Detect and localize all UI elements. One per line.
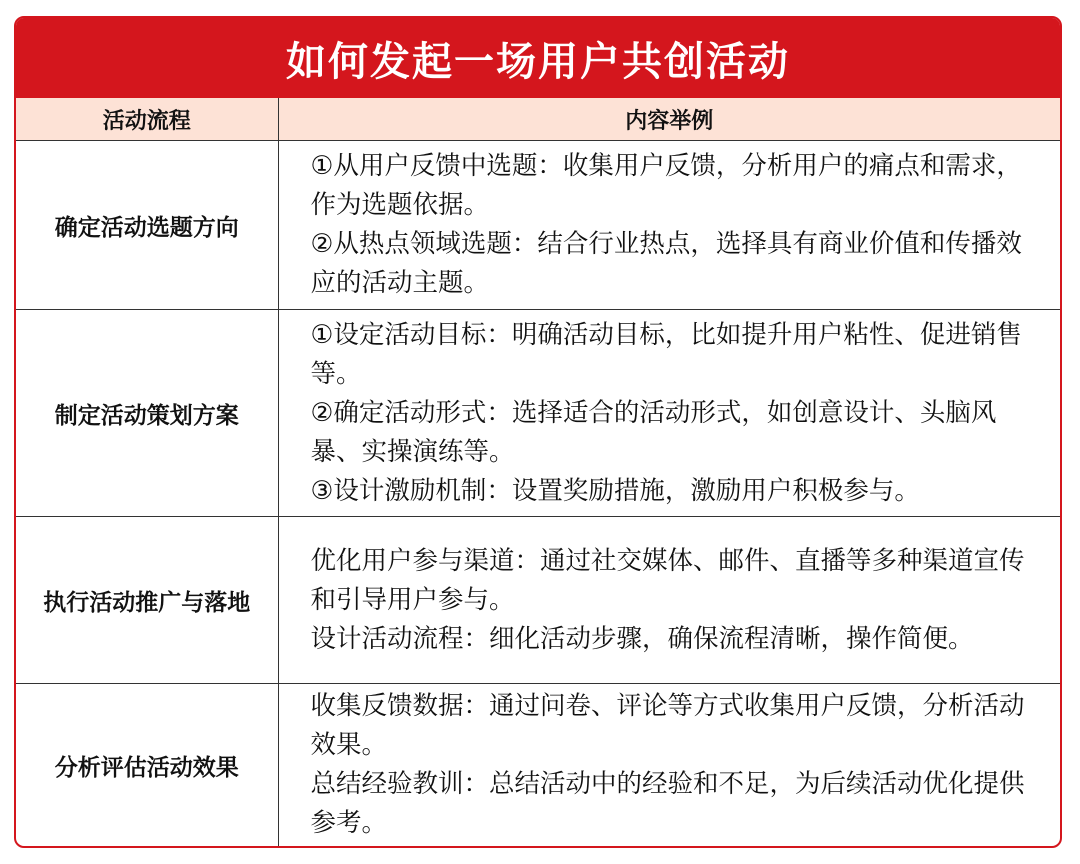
table-row xyxy=(16,517,1060,684)
content-item: ②确定活动形式：选择适合的活动形式，如创意设计、头脑风暴、实操演练等。 xyxy=(310,397,997,467)
header-step: 活动流程 xyxy=(16,98,278,141)
content-item: 总结经验教训：总结活动中的经验和不足，为后续活动优化提供参考。 xyxy=(310,769,1025,838)
table-row xyxy=(16,684,1060,847)
step-content xyxy=(278,141,1060,310)
step-label: 确定活动选题方向 xyxy=(16,141,278,310)
step-content xyxy=(278,310,1060,517)
table-row xyxy=(16,310,1060,517)
content-item: ③设计激励机制：设置奖励措施，激励用户积极参与。 xyxy=(310,475,920,506)
content-item: ②从热点领域选题：结合行业热点，选择具有商业价值和传播效应的活动主题。 xyxy=(310,229,1022,298)
step-label: 分析评估活动效果 xyxy=(16,684,278,847)
table-header-row xyxy=(16,98,1060,141)
content-item: 设计活动流程：细化活动步骤，确保流程清晰，操作简便。 xyxy=(310,623,974,654)
content-item: 优化用户参与渠道：通过社交媒体、邮件、直播等多种渠道宣传和引导用户参与。 xyxy=(310,545,1025,615)
header-content: 内容举例 xyxy=(278,98,1060,141)
step-label: 制定活动策划方案 xyxy=(16,310,278,517)
content-item: ①从用户反馈中选题：收集用户反馈，分析用户的痛点和需求，作为选题依据。 xyxy=(310,151,1022,220)
content-item: 收集反馈数据：通过问卷、评论等方式收集用户反馈，分析活动效果。 xyxy=(310,691,1025,760)
infographic-frame xyxy=(14,16,1062,848)
content-item: ①设定活动目标：明确活动目标，比如提升用户粘性、促进销售等。 xyxy=(310,319,1022,389)
step-content xyxy=(278,684,1060,847)
step-label: 执行活动推广与落地 xyxy=(16,517,278,684)
step-content xyxy=(278,517,1060,684)
process-table xyxy=(16,98,1060,846)
page-title: 如何发起一场用户共创活动 xyxy=(16,18,1060,98)
table-row xyxy=(16,141,1060,310)
